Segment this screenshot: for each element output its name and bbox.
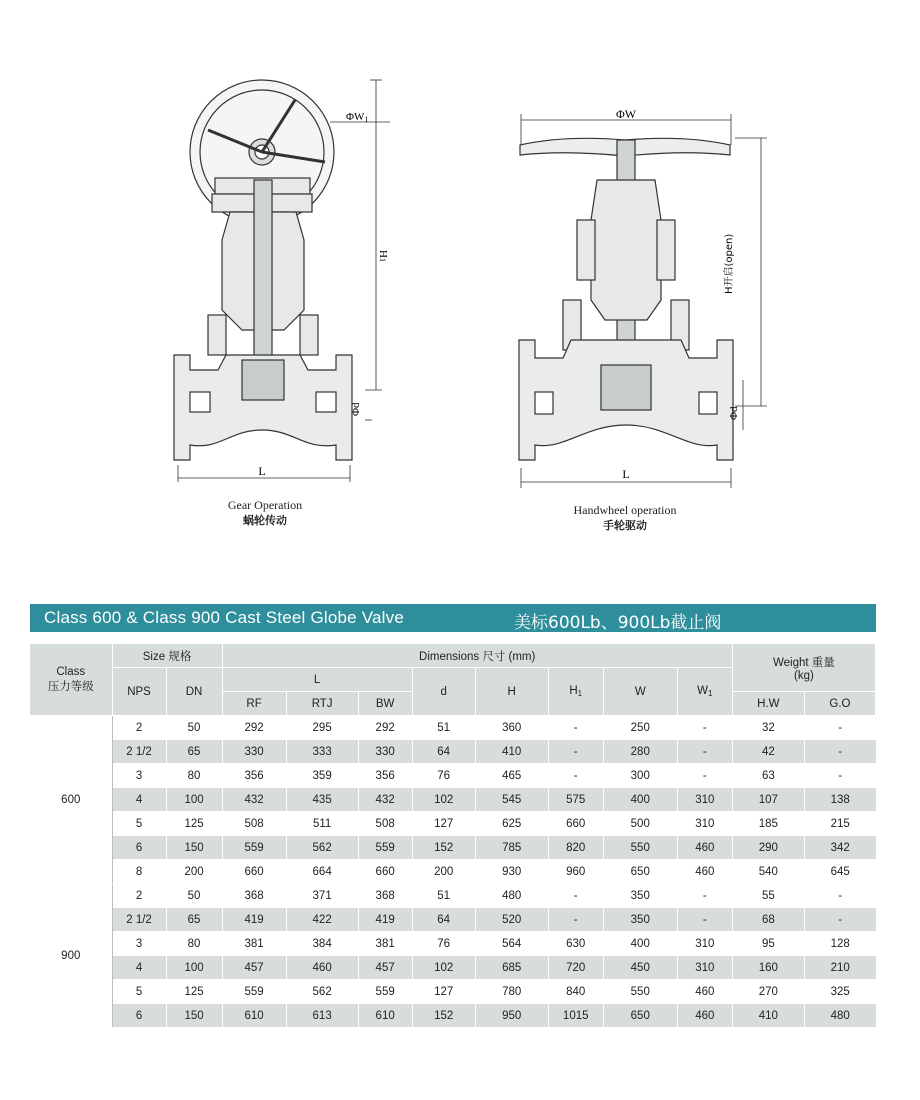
table-cell: 660 (358, 860, 412, 884)
table-cell: 3 (112, 932, 166, 956)
header-dimensions: Dimensions 尺寸 (mm) (222, 644, 732, 668)
table-cell: 559 (222, 980, 286, 1004)
table-cell: 562 (286, 836, 358, 860)
table-cell: 127 (412, 812, 475, 836)
table-cell: 8 (112, 860, 166, 884)
table-cell: 520 (475, 908, 548, 932)
table-cell: 6 (112, 836, 166, 860)
table-cell: 215 (804, 812, 875, 836)
table-cell: 419 (222, 908, 286, 932)
table-cell: 419 (358, 908, 412, 932)
table-cell: 68 (732, 908, 804, 932)
table-cell: 295 (286, 716, 358, 740)
table-cell: - (804, 764, 875, 788)
table-cell: 5 (112, 980, 166, 1004)
table-cell: 400 (603, 932, 677, 956)
table-cell: 460 (677, 1004, 732, 1028)
table-cell: 650 (603, 1004, 677, 1028)
spec-table (30, 644, 876, 1028)
table-cell: 51 (412, 884, 475, 908)
table-cell: 280 (603, 740, 677, 764)
table-cell: 102 (412, 788, 475, 812)
table-cell: 107 (732, 788, 804, 812)
table-cell: 42 (732, 740, 804, 764)
table-cell: 480 (475, 884, 548, 908)
table-cell: 613 (286, 1004, 358, 1028)
table-cell: 930 (475, 860, 548, 884)
table-cell: 400 (603, 788, 677, 812)
table-cell: 785 (475, 836, 548, 860)
table-row (30, 836, 876, 860)
table-cell: 465 (475, 764, 548, 788)
table-cell: 685 (475, 956, 548, 980)
table-cell: 127 (412, 980, 475, 1004)
table-cell: 2 (112, 716, 166, 740)
table-cell: 95 (732, 932, 804, 956)
table-cell: 564 (475, 932, 548, 956)
table-cell: 559 (358, 836, 412, 860)
table-cell: 359 (286, 764, 358, 788)
table-row (30, 884, 876, 908)
table-row (30, 956, 876, 980)
header-class: Class 压力等级 (30, 644, 112, 716)
table-cell: 368 (358, 884, 412, 908)
table-cell: 51 (412, 716, 475, 740)
table-cell: 960 (548, 860, 603, 884)
table-cell: - (677, 716, 732, 740)
table-cell: - (677, 908, 732, 932)
table-cell: 508 (222, 812, 286, 836)
handwheel-caption (550, 503, 700, 533)
table-cell: 450 (603, 956, 677, 980)
table-cell: - (804, 716, 875, 740)
header-w1: W1 (677, 668, 732, 716)
table-cell: 356 (358, 764, 412, 788)
table-cell: 310 (677, 956, 732, 980)
table-cell: 432 (358, 788, 412, 812)
table-body (30, 716, 876, 1028)
table-cell: 545 (475, 788, 548, 812)
table-cell: 330 (222, 740, 286, 764)
table-cell: - (548, 908, 603, 932)
table-cell: - (677, 884, 732, 908)
table-cell: 128 (804, 932, 875, 956)
table-cell: - (677, 764, 732, 788)
class-cell: 900 (30, 884, 112, 1028)
table-cell: 384 (286, 932, 358, 956)
table-cell: 550 (603, 836, 677, 860)
table-cell: 333 (286, 740, 358, 764)
table-cell: 160 (732, 956, 804, 980)
table-row (30, 860, 876, 884)
table-cell: 152 (412, 1004, 475, 1028)
gear-dim-l: L (258, 464, 266, 478)
table-cell: 5 (112, 812, 166, 836)
table-cell: 4 (112, 956, 166, 980)
table-cell: 540 (732, 860, 804, 884)
table-cell: 460 (677, 980, 732, 1004)
table-cell: 270 (732, 980, 804, 1004)
table-cell: - (548, 716, 603, 740)
table-row (30, 740, 876, 764)
header-weight: Weight 重量 (kg) (732, 644, 875, 692)
header-dn: DN (166, 668, 222, 716)
gear-dim-h1: H1 (377, 250, 389, 262)
table-cell: 100 (166, 788, 222, 812)
table-cell: 381 (222, 932, 286, 956)
table-cell: 65 (166, 740, 222, 764)
gear-dim-d: Φd (350, 402, 362, 416)
table-cell: 200 (412, 860, 475, 884)
table-cell: 664 (286, 860, 358, 884)
table-cell: 76 (412, 932, 475, 956)
header-w: W (603, 668, 677, 716)
table-cell: - (548, 884, 603, 908)
table-cell: - (804, 884, 875, 908)
table-cell: 625 (475, 812, 548, 836)
table-cell: 650 (603, 860, 677, 884)
table-row (30, 764, 876, 788)
table-cell: 185 (732, 812, 804, 836)
table-cell: 330 (358, 740, 412, 764)
table-cell: 32 (732, 716, 804, 740)
table-cell: 342 (804, 836, 875, 860)
table-row (30, 788, 876, 812)
table-cell: 80 (166, 932, 222, 956)
table-cell: 50 (166, 884, 222, 908)
table-cell: - (548, 764, 603, 788)
header-size: Size 规格 (112, 644, 222, 668)
table-cell: 460 (286, 956, 358, 980)
table-cell: 371 (286, 884, 358, 908)
table-cell: 511 (286, 812, 358, 836)
header-h: H (475, 668, 548, 716)
table-cell: 660 (222, 860, 286, 884)
table-cell: 368 (222, 884, 286, 908)
table-cell: 6 (112, 1004, 166, 1028)
table-cell: 292 (358, 716, 412, 740)
table-cell: 422 (286, 908, 358, 932)
table-cell: 559 (222, 836, 286, 860)
table-cell: 80 (166, 764, 222, 788)
table-cell: 559 (358, 980, 412, 1004)
table-cell: 410 (475, 740, 548, 764)
table-row (30, 1004, 876, 1028)
table-cell: 610 (222, 1004, 286, 1028)
gear-caption-en: Gear Operation (227, 498, 303, 512)
table-cell: 55 (732, 884, 804, 908)
gear-caption-cn: 蜗轮传动 (243, 514, 287, 527)
table-cell: 64 (412, 908, 475, 932)
table-cell: 630 (548, 932, 603, 956)
table-cell: 292 (222, 716, 286, 740)
table-row (30, 908, 876, 932)
header-l: L (222, 668, 412, 692)
table-cell: - (804, 740, 875, 764)
handwheel-caption-cn: 手轮驱动 (603, 519, 647, 532)
header-go: G.O (804, 692, 875, 716)
header-h1: H1 (548, 668, 603, 716)
table-cell: 360 (475, 716, 548, 740)
header-rtj: RTJ (286, 692, 358, 716)
table-cell: 645 (804, 860, 875, 884)
table-cell: 356 (222, 764, 286, 788)
table-cell: 457 (358, 956, 412, 980)
table-cell: 840 (548, 980, 603, 1004)
table-cell: 460 (677, 860, 732, 884)
header-nps: NPS (112, 668, 166, 716)
handwheel-operation-drawing (505, 100, 785, 490)
table-cell: 410 (732, 1004, 804, 1028)
table-cell: 64 (412, 740, 475, 764)
table-cell: 310 (677, 812, 732, 836)
table-cell: 720 (548, 956, 603, 980)
table-cell: 1015 (548, 1004, 603, 1028)
table-cell: 550 (603, 980, 677, 1004)
table-cell: 610 (358, 1004, 412, 1028)
table-cell: 432 (222, 788, 286, 812)
table-cell: 2 1/2 (112, 908, 166, 932)
table-cell: 435 (286, 788, 358, 812)
table-cell: 508 (358, 812, 412, 836)
gear-caption (190, 498, 340, 528)
table-cell: 76 (412, 764, 475, 788)
table-cell: 480 (804, 1004, 875, 1028)
table-row (30, 932, 876, 956)
table-cell: 350 (603, 884, 677, 908)
table-cell: 125 (166, 812, 222, 836)
table-cell: 150 (166, 1004, 222, 1028)
handwheel-dim-w: ΦW (615, 107, 637, 121)
table-cell: 102 (412, 956, 475, 980)
table-cell: 562 (286, 980, 358, 1004)
table-cell: - (804, 908, 875, 932)
table-row (30, 716, 876, 740)
table-cell: 50 (166, 716, 222, 740)
title-en: Class 600 & Class 900 Cast Steel Globe Valve (44, 608, 404, 627)
table-cell: 300 (603, 764, 677, 788)
table-cell: 350 (603, 908, 677, 932)
table-row (30, 812, 876, 836)
table-cell: 460 (677, 836, 732, 860)
title-banner (30, 604, 876, 632)
table-cell: 63 (732, 764, 804, 788)
table-cell: 200 (166, 860, 222, 884)
table-cell: 100 (166, 956, 222, 980)
title-cn: 美标600Lb、900Lb截止阀 (514, 613, 722, 633)
handwheel-dim-d: Φd (728, 406, 740, 420)
table-cell: 310 (677, 788, 732, 812)
table-cell: 381 (358, 932, 412, 956)
gear-dim-w1: ΦW1 (346, 111, 369, 124)
table-cell: 152 (412, 836, 475, 860)
table-cell: 2 1/2 (112, 740, 166, 764)
table-cell: 325 (804, 980, 875, 1004)
header-rf: RF (222, 692, 286, 716)
table-cell: 2 (112, 884, 166, 908)
handwheel-dim-l: L (622, 467, 630, 481)
table-cell: 138 (804, 788, 875, 812)
table-cell: - (548, 740, 603, 764)
table-cell: 500 (603, 812, 677, 836)
table-cell: 950 (475, 1004, 548, 1028)
table-row (30, 980, 876, 1004)
class-cell: 600 (30, 716, 112, 884)
gear-operation-drawing (150, 70, 410, 490)
table-cell: 150 (166, 836, 222, 860)
table-cell: - (677, 740, 732, 764)
table-cell: 780 (475, 980, 548, 1004)
header-d: d (412, 668, 475, 716)
handwheel-dim-h: H开启(open) (724, 233, 735, 294)
table-cell: 4 (112, 788, 166, 812)
table-cell: 310 (677, 932, 732, 956)
table-cell: 575 (548, 788, 603, 812)
header-bw: BW (358, 692, 412, 716)
header-hw: H.W (732, 692, 804, 716)
table-cell: 65 (166, 908, 222, 932)
table-cell: 457 (222, 956, 286, 980)
table-cell: 250 (603, 716, 677, 740)
table-cell: 210 (804, 956, 875, 980)
table-cell: 125 (166, 980, 222, 1004)
table-cell: 3 (112, 764, 166, 788)
table-cell: 820 (548, 836, 603, 860)
table-header (30, 644, 876, 716)
table-cell: 660 (548, 812, 603, 836)
table-cell: 290 (732, 836, 804, 860)
handwheel-caption-en: Handwheel operation (573, 503, 677, 517)
